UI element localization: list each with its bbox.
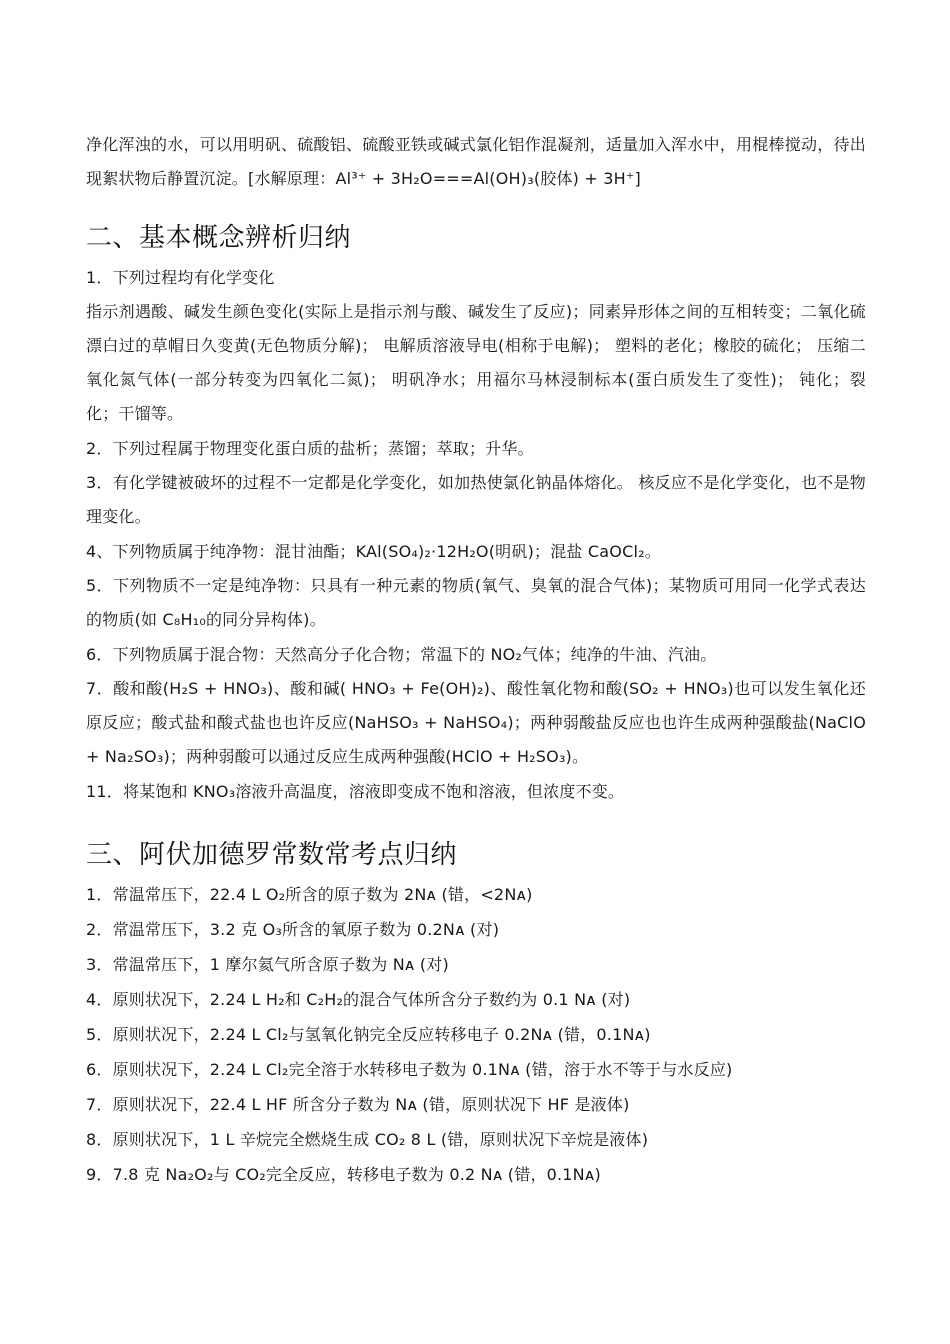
document-page — [86, 128, 866, 1192]
s3-item-2: 2．常温常压下，3.2 克 O₃所含的氧原子数为 0.2Nᴀ (对) — [86, 920, 500, 939]
s3-item-1: 1．常温常压下，22.4 L O₂所含的原子数为 2Nᴀ (错，<2Nᴀ) — [86, 885, 533, 904]
section-2-heading: 二、基本概念辨析归纳 — [86, 223, 352, 253]
s3-item-7: 7．原则状况下，22.4 L HF 所含分子数为 Nᴀ (错，原则状况下 HF 是液体) — [86, 1095, 630, 1114]
s3-item-8: 8．原则状况下，1 L 辛烷完全燃烧生成 CO₂ 8 L (错，原则状况下辛烷是液体) — [86, 1130, 649, 1149]
s2-item-1-detail: 指示剂遇酸、碱发生颜色变化(实际上是指示剂与酸、碱发生了反应)；同素异形体之间的互相转变；二氧化硫漂白过的草帽日久变黄(无色物质分解)； 电解质溶液导电(相称于电解)； 塑料的老化；橡胶的硫化； 压缩二氧化氮气体(一部分转变为四氧化二氮)； 明矾净水；用福尔马林浸制标本(蛋白质发生了变性)； 钝化；裂化；干馏等。 — [86, 302, 866, 423]
s2-item-4: 4、下列物质属于纯净物：混甘油酯；KAl(SO₄)₂·12H₂O(明矾)；混盐 CaOCl₂。 — [86, 542, 661, 561]
section-3-heading: 三、阿伏加德罗常数常考点归纳 — [86, 840, 458, 870]
intro-paragraph: 净化浑浊的水，可以用明矾、硫酸铝、硫酸亚铁或碱式氯化铝作混凝剂，适量加入浑水中，用棍棒搅动，待出现絮状物后静置沉淀。[水解原理：Al³⁺ + 3H₂O===Al(OH)₃(胶体) + 3H⁺] — [86, 135, 866, 188]
s3-item-3: 3．常温常压下，1 摩尔氦气所含原子数为 Nᴀ (对) — [86, 955, 449, 974]
s3-item-4: 4．原则状况下，2.24 L H₂和 C₂H₂的混合气体所含分子数约为 0.1 Nᴀ (对) — [86, 990, 631, 1009]
s2-item-7: 7．酸和酸(H₂S + HNO₃)、酸和碱( HNO₃ + Fe(OH)₂)、酸性氧化物和酸(SO₂ + HNO₃)也可以发生氧化还原反应；酸式盐和酸式盐也也许反应(NaHSO₃ + NaHSO₄)；两种弱酸盐反应也也许生成两种强酸盐(NaClO + Na₂SO₃)；两种弱酸可以通过反应生成两种强酸(HClO + H₂SO₃)。 — [86, 679, 866, 766]
s2-item-11: 11．将某饱和 KNO₃溶液升高温度，溶液即变成不饱和溶液，但浓度不变。 — [86, 782, 625, 801]
s3-item-5: 5．原则状况下，2.24 L Cl₂与氢氧化钠完全反应转移电子 0.2Nᴀ (错，0.1Nᴀ) — [86, 1025, 651, 1044]
s3-item-9: 9．7.8 克 Na₂O₂与 CO₂完全反应，转移电子数为 0.2 Nᴀ (错，0.1Nᴀ) — [86, 1165, 601, 1184]
s2-item-6: 6．下列物质属于混合物：天然高分子化合物；常温下的 NO₂气体；纯净的牛油、汽油。 — [86, 645, 717, 664]
s2-item-2: 2．下列过程属于物理变化蛋白质的盐析；蒸馏；萃取；升华。 — [86, 439, 534, 458]
s3-item-6: 6．原则状况下，2.24 L Cl₂完全溶于水转移电子数为 0.1Nᴀ (错，溶于水不等于与水反应) — [86, 1060, 733, 1079]
s2-item-3: 3．有化学键被破坏的过程不一定都是化学变化，如加热使氯化钠晶体熔化。 核反应不是化学变化，也不是物理变化。 — [86, 473, 866, 526]
s2-item-5: 5．下列物质不一定是纯净物：只具有一种元素的物质(氧气、臭氧的混合气体)；某物质可用同一化学式表达的物质(如 C₈H₁₀的同分异构体)。 — [86, 576, 866, 629]
s2-item-1: 1．下列过程均有化学变化 — [86, 268, 275, 287]
